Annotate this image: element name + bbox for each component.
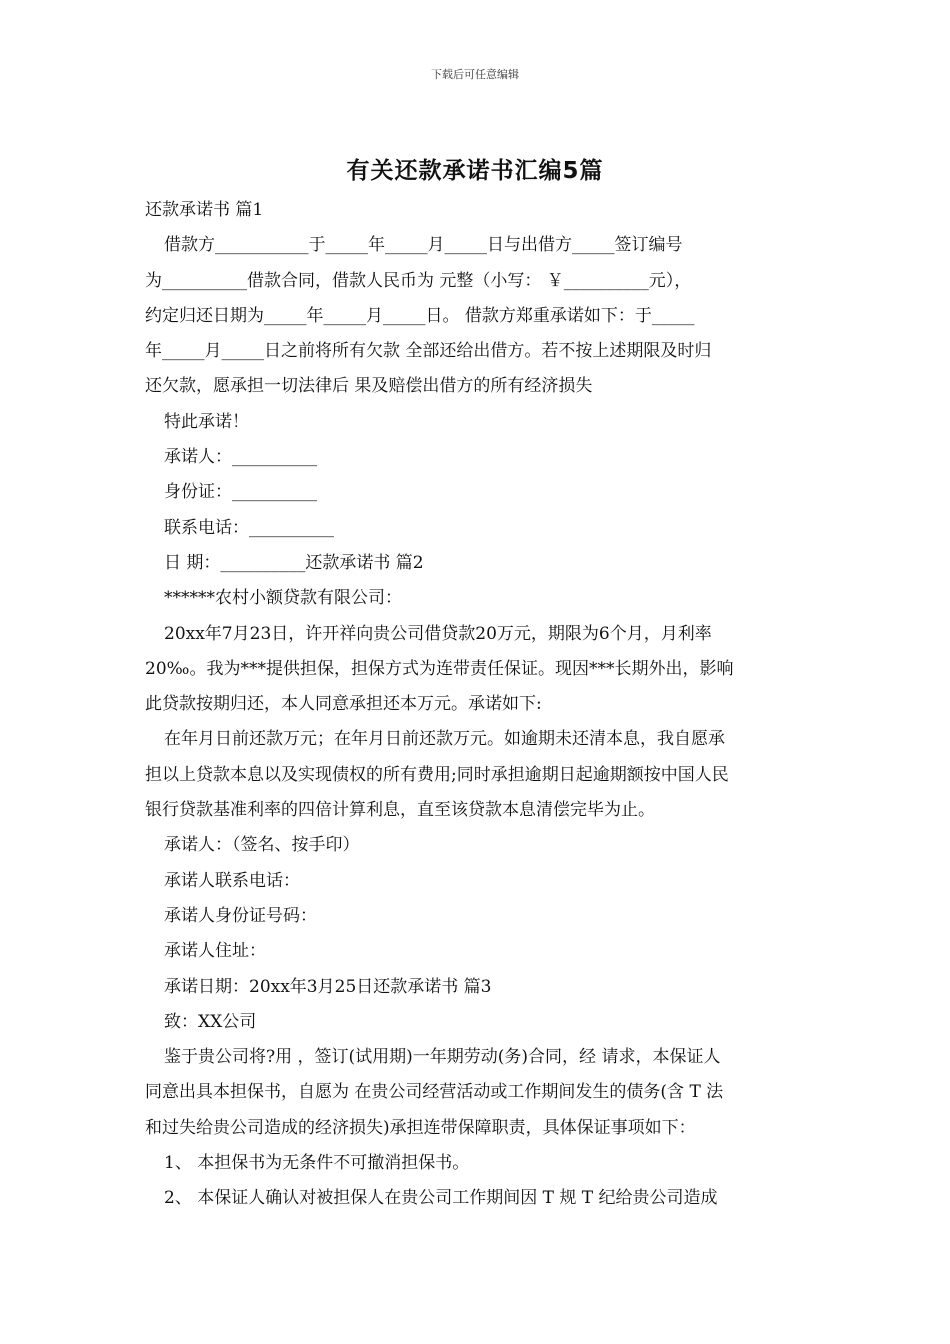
text-line: 联系电话：__________ (164, 517, 334, 538)
text-line: 承诺人联系电话： (164, 870, 300, 891)
text-line: 借款方___________于_____年_____月_____日与出借方_____签订编号 (164, 235, 683, 256)
text-line: 和过失给贵公司造成的经济损失)承担连带保障职责，具体保证事项如下： (145, 1117, 696, 1138)
text-line: 担以上贷款本息以及实现债权的所有费用;同时承担逾期日起逾期额按中国人民 (145, 764, 729, 785)
text-line: 鉴于贵公司将?用 ，签订(试用期)一年期劳动(务)合同，经 请求，本保证人 (164, 1047, 721, 1068)
text-line: 承诺人身份证号码： (164, 905, 317, 926)
text-line: 1、 本担保书为无条件不可撤消担保书。 (164, 1153, 470, 1174)
text-line: 在年月日前还款万元；在年月日前还款万元。如逾期未还清本息，我自愿承 (164, 729, 725, 750)
text-line: 身份证：__________ (164, 482, 317, 503)
document-body (145, 193, 815, 1217)
text-line: 承诺人：__________ (164, 447, 317, 468)
text-line: 银行贷款基准利率的四倍计算利息，直至该贷款本息清偿完毕为止。 (145, 800, 655, 821)
text-line: 承诺日期：20xx年3月25日还款承诺书 篇3 (164, 976, 492, 997)
text-line: 还欠款，愿承担一切法律后 果及赔偿出借方的所有经济损失 (145, 376, 593, 397)
text-line: 承诺人住址： (164, 941, 266, 962)
text-line: ******农村小额贷款有限公司： (164, 588, 402, 609)
text-line: 为__________借款合同，借款人民币为 元整（小写： ￥__________元）， (145, 270, 692, 291)
text-line: 日 期：__________还款承诺书 篇2 (164, 552, 424, 573)
document-title: 有关还款承诺书汇编5篇 (346, 158, 604, 184)
text-line: 20‰。我为***提供担保，担保方式为连带责任保证。现因***长期外出，影响 (145, 658, 734, 679)
text-line: 还款承诺书 篇1 (145, 200, 264, 220)
text-line: 2、 本保证人确认对被担保人在贵公司工作期间因 T 规 T 纪给贵公司造成 (164, 1188, 718, 1209)
text-line: 20xx年7月23日，许开祥向贵公司借贷款20万元，期限为6个月，月利率 (164, 623, 712, 644)
text-line: 约定归还日期为_____年_____月_____日。 借款方郑重承诺如下：于_____ (145, 305, 695, 326)
text-line: 此贷款按期归还，本人同意承担还本万元。承诺如下: (145, 694, 542, 715)
text-line: 年_____月_____日之前将所有欠款 全部还给出借方。若不按上述期限及时归 (145, 341, 712, 362)
text-line: 同意出具本担保书，自愿为 在贵公司经营活动或工作期间发生的债务(含 T 法 (145, 1082, 724, 1103)
text-line: 致：XX公司 (164, 1011, 257, 1032)
page-header-note: 下载后可任意编辑 (431, 68, 519, 81)
text-line: 承诺人：（签名、按手印） (164, 835, 360, 856)
text-line: 特此承诺！ (164, 411, 249, 432)
